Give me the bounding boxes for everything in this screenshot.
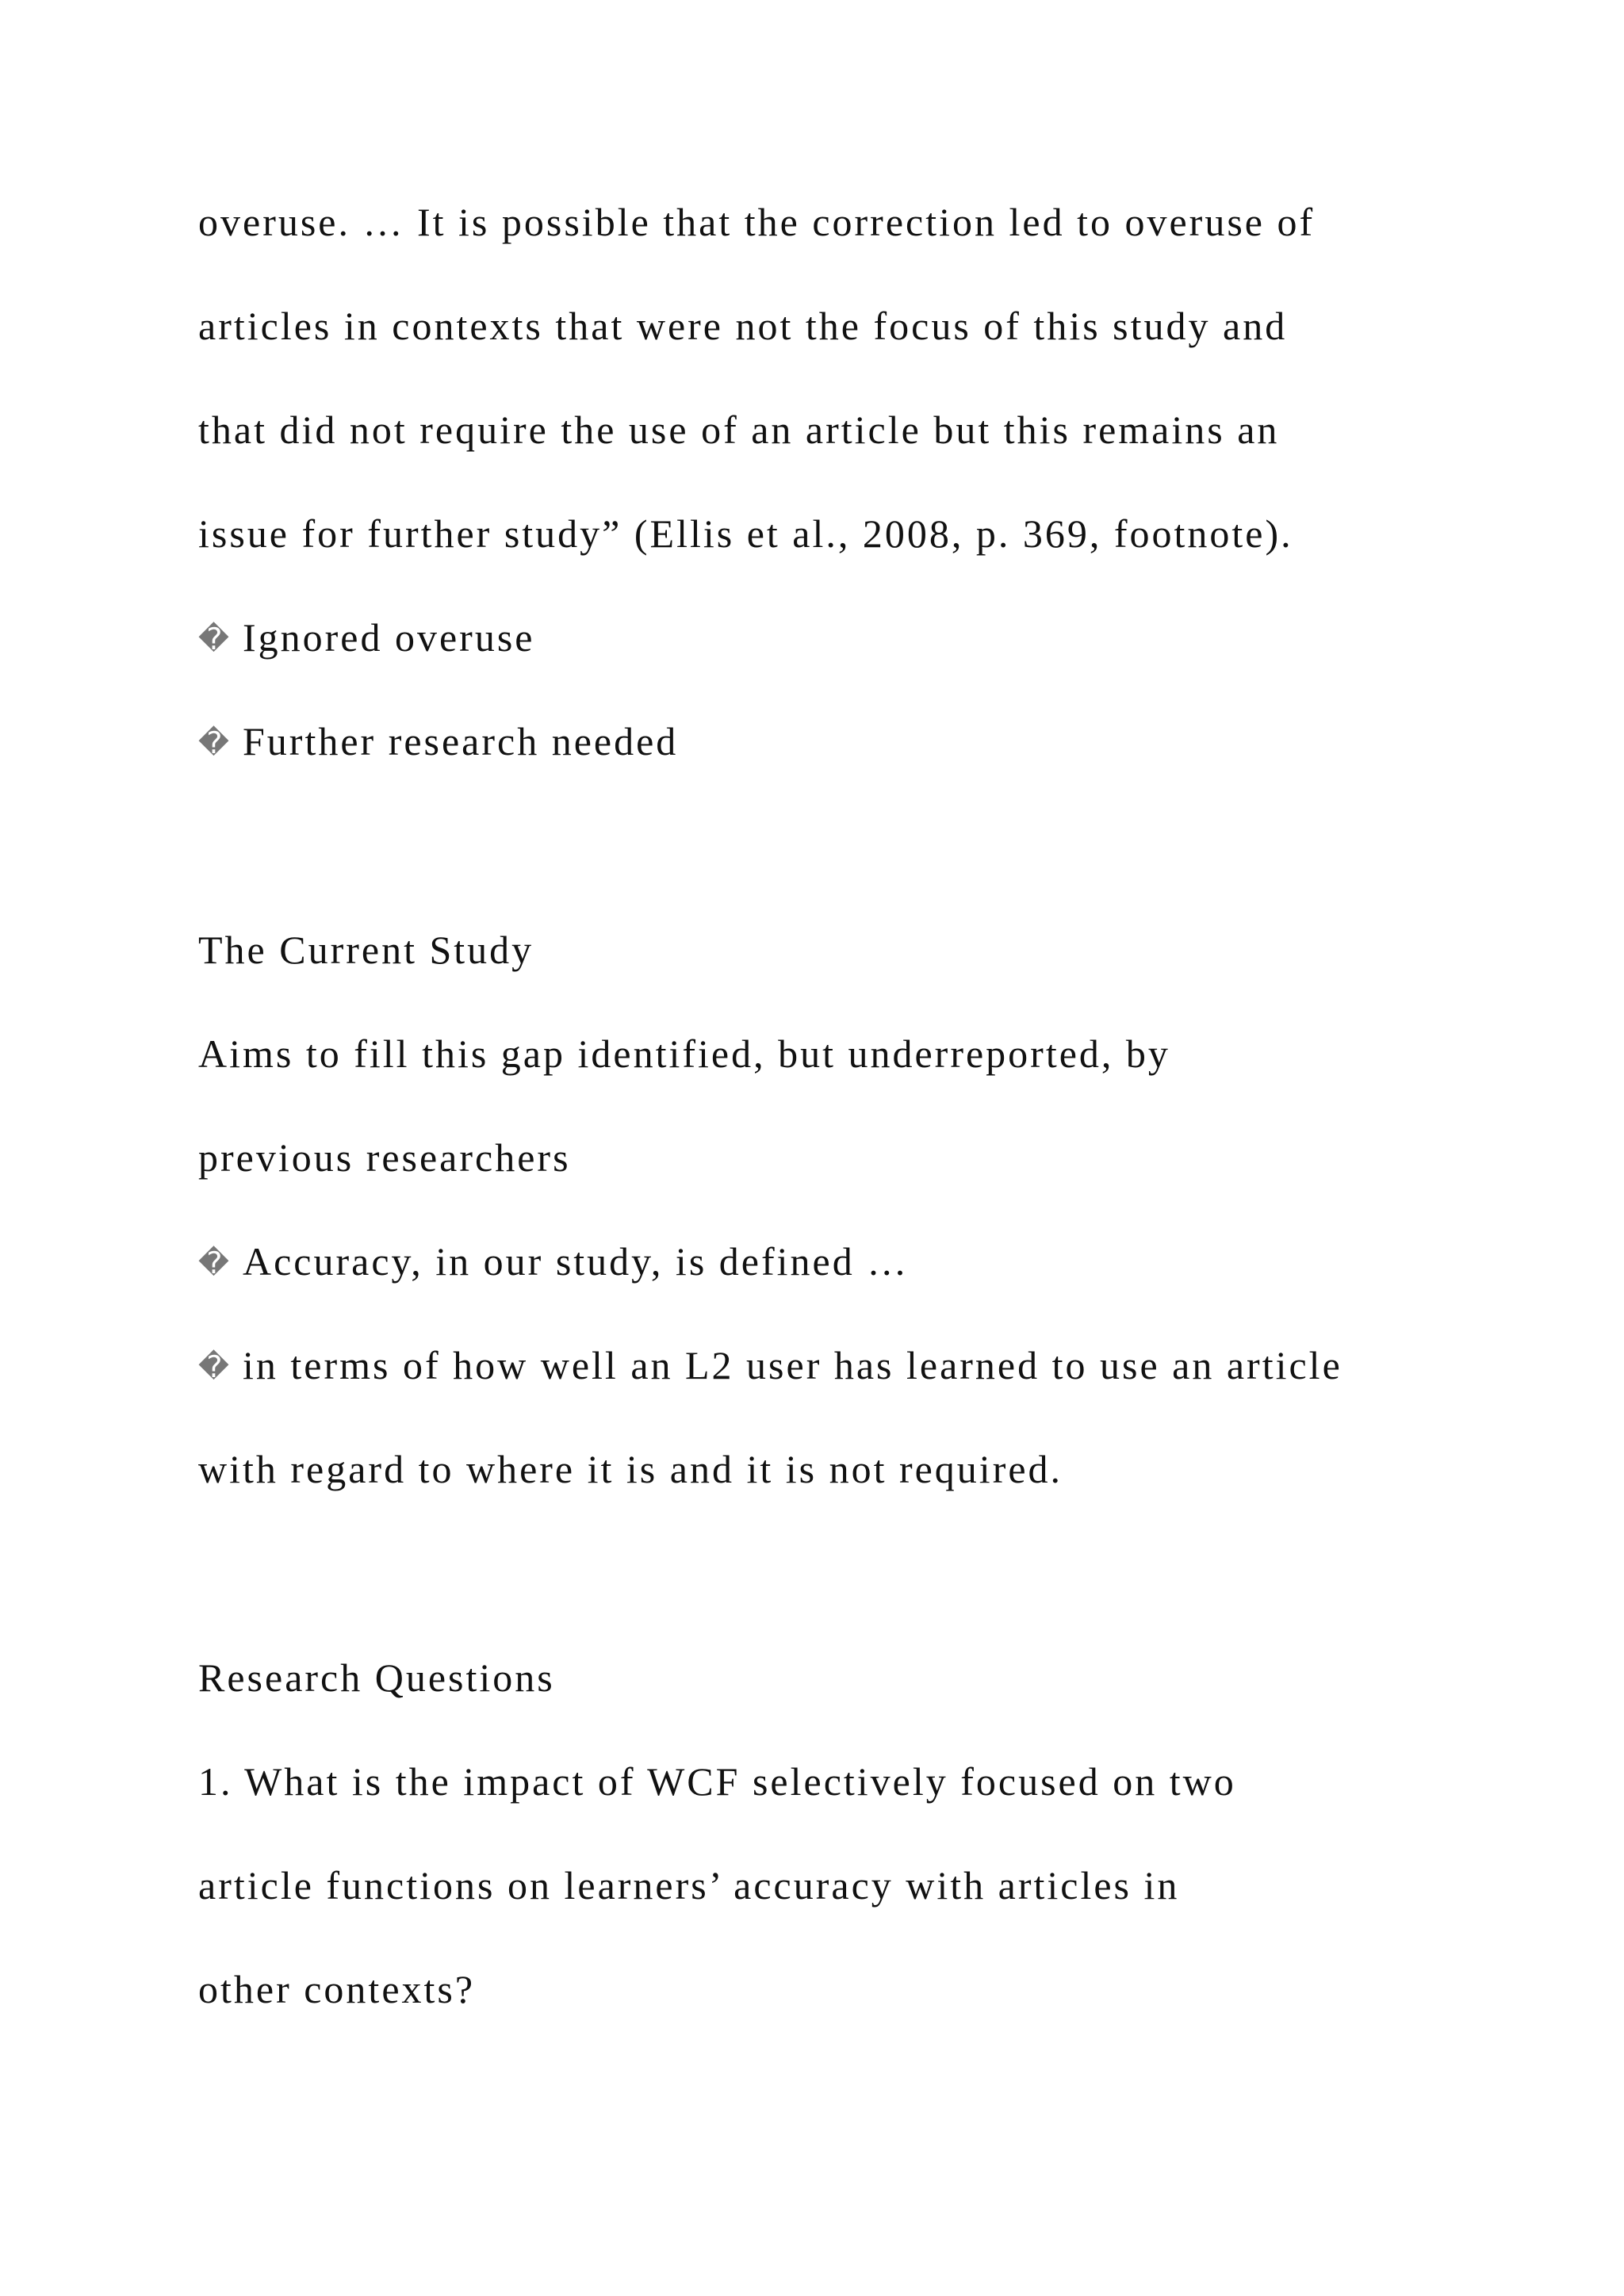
bullet-icon: � — [198, 725, 229, 760]
paragraph-line-2: articles in contexts that were not the focus of this study and — [198, 304, 1288, 348]
section-heading-current-study: The Current Study — [198, 928, 534, 972]
bullet-icon: � — [198, 1246, 229, 1280]
bullet-icon: � — [198, 1349, 229, 1384]
bullet-item-ignored-overuse — [198, 614, 535, 663]
question-line-2: article functions on learners’ accuracy with articles in — [198, 1863, 1180, 1908]
bullet-item-further-research — [198, 718, 678, 767]
aims-line-2: previous researchers — [198, 1135, 571, 1180]
paragraph-line-4: issue for further study” (Ellis et al., 2008, p. 369, footnote). — [198, 511, 1293, 556]
bullet-item-in-terms — [198, 1341, 1342, 1391]
bullet-text: Ignored overuse — [243, 615, 535, 660]
bullet-text: Further research needed — [243, 719, 679, 763]
bullet-icon: � — [198, 622, 229, 656]
section-heading-research-questions: Research Questions — [198, 1655, 555, 1700]
paragraph-line-3: that did not require the use of an article but this remains an — [198, 408, 1280, 452]
bullet-text: Accuracy, in our study, is defined … — [243, 1239, 910, 1284]
question-line-3: other contexts? — [198, 1967, 476, 2011]
question-line-1: 1. What is the impact of WCF selectively focused on two — [198, 1759, 1236, 1804]
continuation-line: with regard to where it is and it is not required. — [198, 1447, 1063, 1491]
paragraph-line-1: overuse. … It is possible that the correction led to overuse of — [198, 200, 1316, 244]
bullet-text: in terms of how well an L2 user has learned to use an article — [243, 1343, 1342, 1387]
bullet-item-accuracy — [198, 1238, 909, 1287]
aims-line-1: Aims to fill this gap identified, but underreported, by — [198, 1031, 1170, 1076]
